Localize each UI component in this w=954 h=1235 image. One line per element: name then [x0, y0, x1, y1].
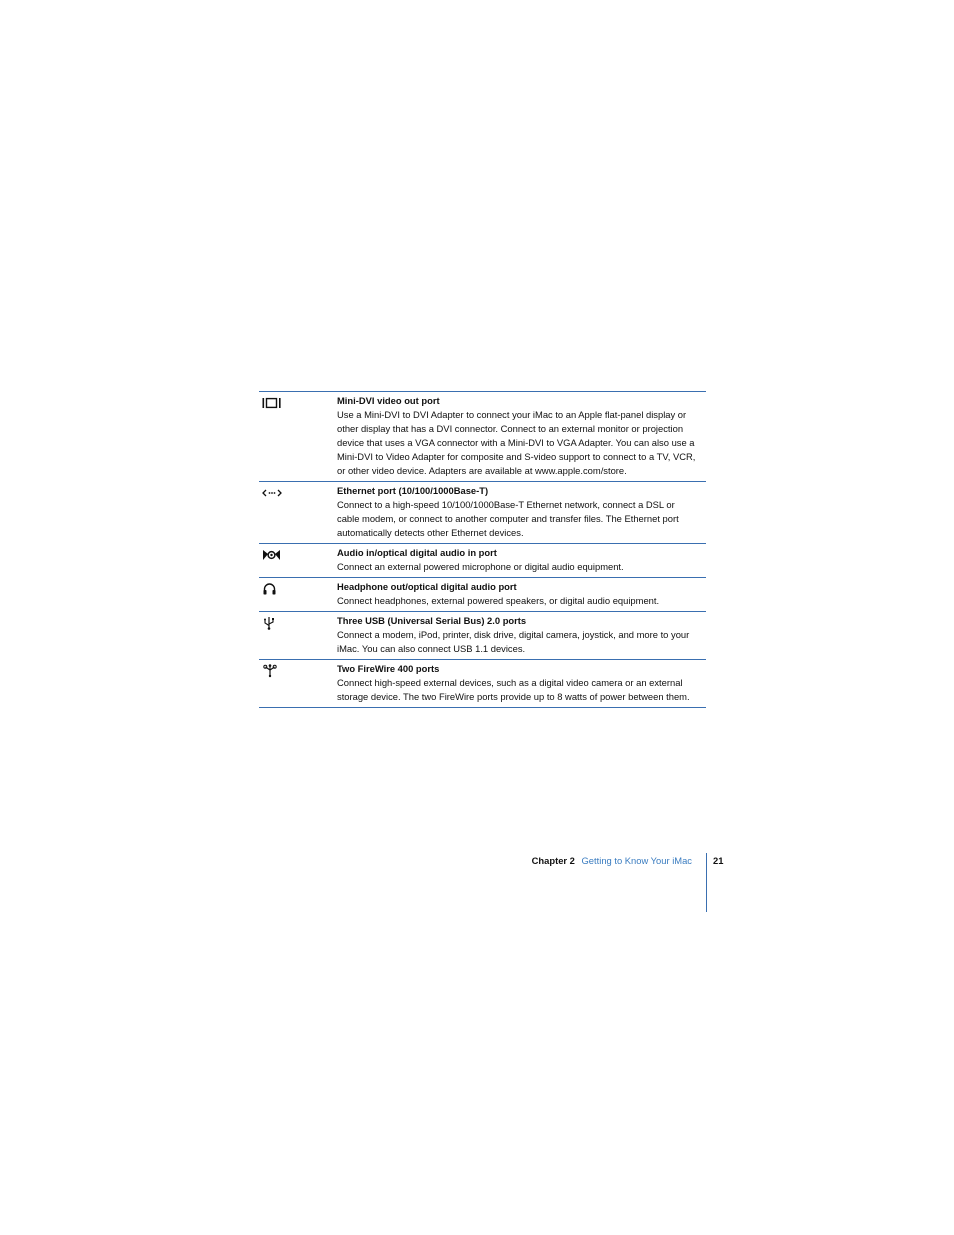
- port-title: Three USB (Universal Serial Bus) 2.0 ports: [337, 615, 527, 626]
- port-row-firewire: [259, 660, 706, 708]
- port-row-audio-in: [259, 544, 706, 578]
- port-row-headphone: [259, 578, 706, 612]
- audio-in-icon: [262, 548, 282, 562]
- port-title: Mini-DVI video out port: [337, 395, 440, 406]
- headphone-icon: [262, 582, 282, 596]
- port-row-mini-dvi: [259, 392, 706, 482]
- port-title: Headphone out/optical digital audio port: [337, 581, 517, 592]
- ethernet-icon: [262, 486, 282, 500]
- port-description: Connect an external powered microphone or digital audio equipment.: [337, 561, 624, 572]
- chapter-label: Chapter 2: [531, 855, 575, 866]
- port-description: Connect a modem, iPod, printer, disk drive, digital camera, joystick, and more to your iMac. You can also connect USB 1.1 devices.: [337, 629, 690, 654]
- chapter-title: Getting to Know Your iMac: [581, 855, 692, 866]
- port-description: Connect to a high-speed 10/100/1000Base-T Ethernet network, connect a DSL or cable modem, or connect to another computer and transfer files. The Ethernet port automatically detects other Ethernet devices.: [337, 499, 679, 538]
- usb-icon: [262, 616, 282, 630]
- port-title: Audio in/optical digital audio in port: [337, 547, 497, 558]
- port-row-usb: [259, 612, 706, 660]
- page-number: 21: [713, 855, 724, 866]
- port-description: Connect high-speed external devices, such as a digital video camera or an external storage device. The two FireWire ports provide up to 8 watts of power between them.: [337, 677, 690, 702]
- port-description: Use a Mini-DVI to DVI Adapter to connect your iMac to an Apple flat-panel display or other display that has a DVI connector. Connect to an external monitor or projection device that uses a VGA connector with a Mini-DVI to VGA Adapter. You can also use a Mini-DVI to Video Adapter for composite and S-video support to connect to a TV, VCR, or other video device. Adapters are available at www.apple.com/store.: [337, 409, 696, 476]
- firewire-icon: [262, 664, 282, 678]
- footer-divider: [706, 853, 707, 912]
- footer-chapter: [532, 854, 692, 868]
- port-row-ethernet: [259, 482, 706, 544]
- port-description: Connect headphones, external powered speakers, or digital audio equipment.: [337, 595, 660, 606]
- display-icon: [262, 396, 282, 410]
- ports-table: [259, 391, 706, 708]
- port-title: Two FireWire 400 ports: [337, 663, 440, 674]
- port-title: Ethernet port (10/100/1000Base-T): [337, 485, 489, 496]
